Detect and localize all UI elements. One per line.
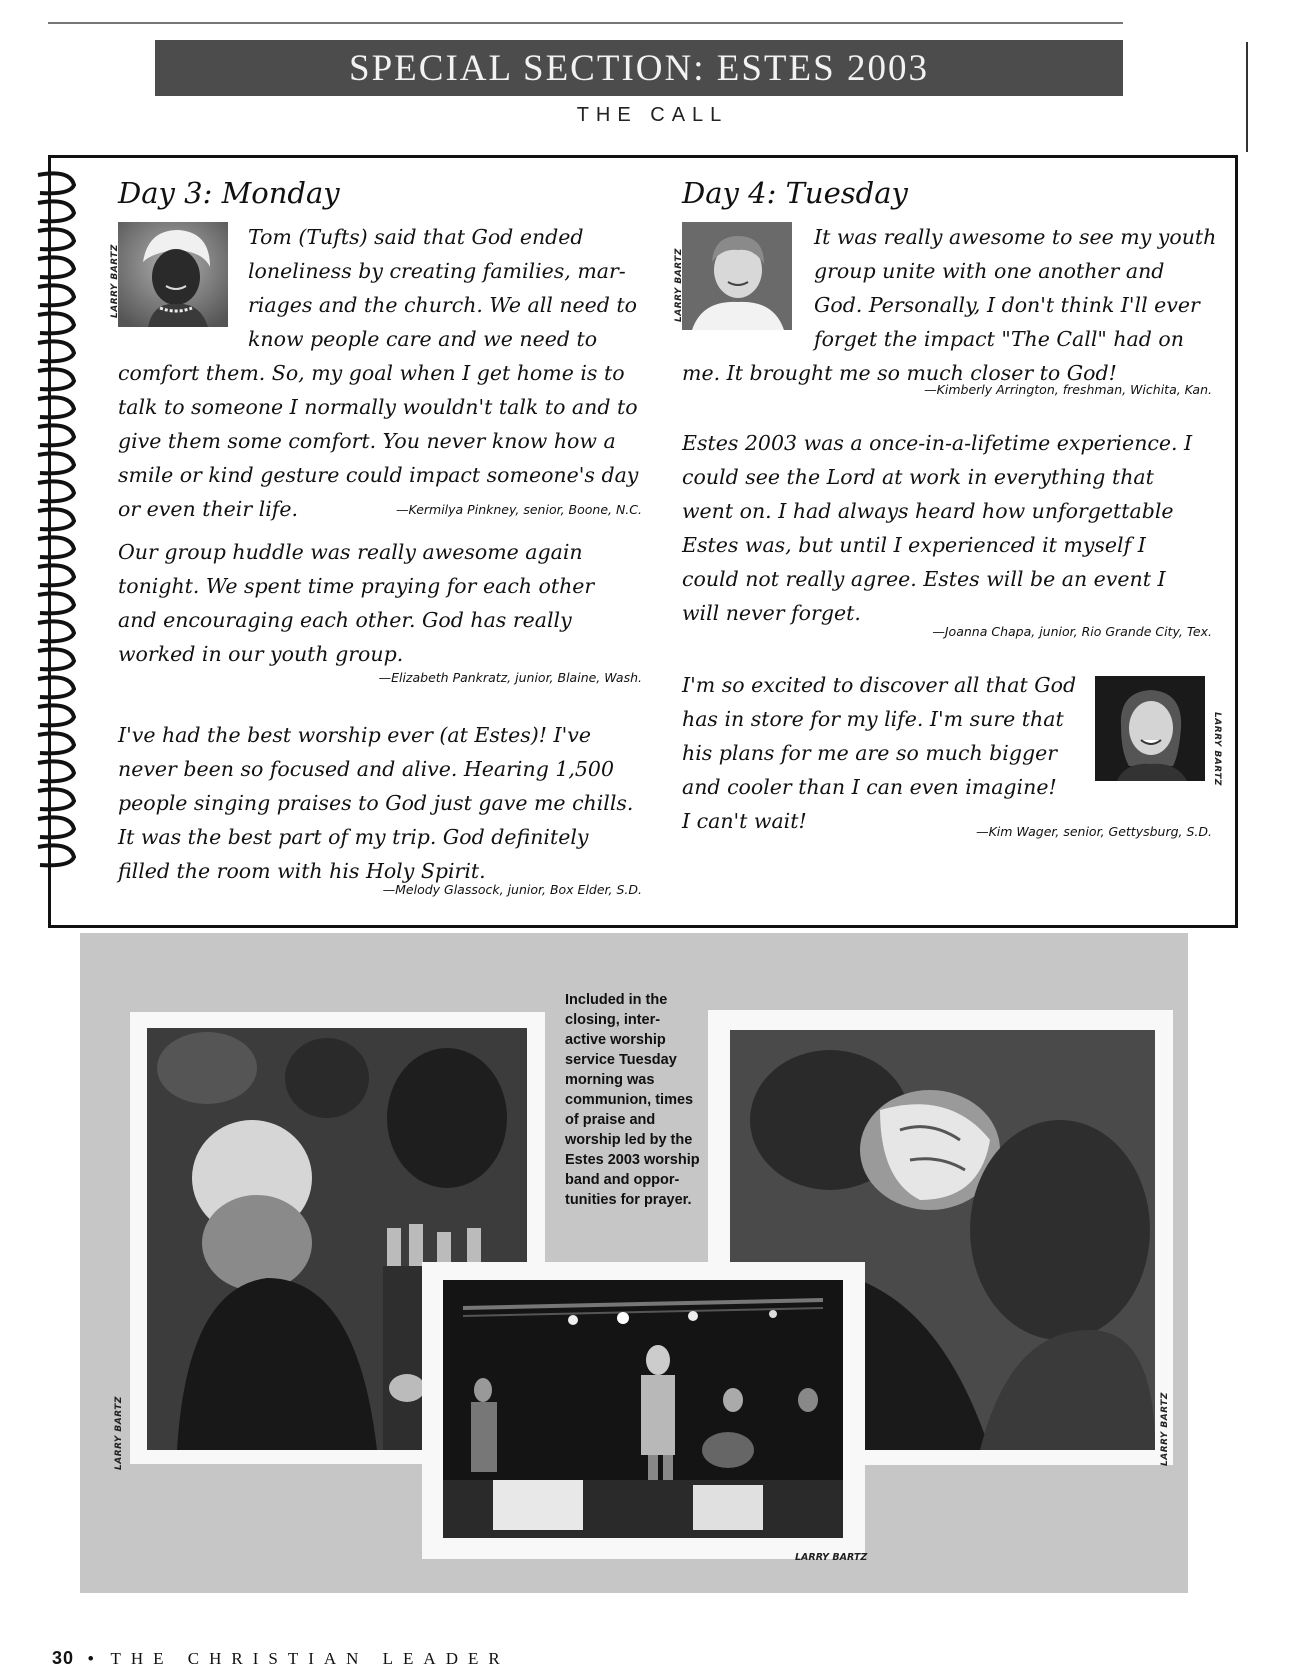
- day3-photo-credit: LARRY BARTZ: [110, 244, 120, 318]
- day4-attribution-1: —Kimberly Arrington, freshman, Wichita, Kan.: [924, 382, 1212, 397]
- day4-q1-line: me. It brought me so much closer to God!: [682, 361, 1117, 385]
- day4-q3-line: and cooler than I can even imagine!: [682, 775, 1057, 799]
- day4-q3-line: has in store for my life. I'm sure that: [682, 707, 1064, 731]
- day3-quote-3: [118, 718, 658, 888]
- day4-q2-line: went on. I had always heard how unforgettable: [682, 499, 1174, 523]
- day3-q3-line: people singing praises to God just gave me chills.: [118, 791, 634, 815]
- day3-q1-line: give them some comfort. You never know how a: [118, 429, 616, 453]
- day4-attribution-2: —Joanna Chapa, junior, Rio Grande City, Tex.: [932, 624, 1212, 639]
- footer-bullet: •: [87, 1649, 95, 1668]
- day3-q3-line: filled the room with his Holy Spirit.: [118, 859, 486, 883]
- day3-q2-line: tonight. We spent time praying for each other: [118, 574, 595, 598]
- day4-q3-line: his plans for me are so much bigger: [682, 741, 1058, 765]
- day4-quote-2: [682, 426, 1222, 630]
- day4-portrait-photo-2: [1095, 676, 1205, 781]
- day3-q1-line: riages and the church. We all need to: [248, 293, 638, 317]
- page-number: 30: [52, 1648, 75, 1668]
- day3-q1-line: loneliness by creating families, mar-: [248, 259, 626, 283]
- day3-q1-line: Tom (Tufts) said that God ended: [248, 225, 584, 249]
- day3-quote-2: [118, 535, 658, 671]
- photo-credit-left: LARRY BARTZ: [114, 1396, 124, 1470]
- right-rule: [1246, 42, 1248, 152]
- day4-title: Day 4: Tuesday: [682, 176, 908, 210]
- day3-attribution-1: —Kermilya Pinkney, senior, Boone, N.C.: [395, 502, 642, 517]
- day4-q2-line: will never forget.: [682, 601, 861, 625]
- section-subtitle: THE CALL: [576, 104, 729, 126]
- day3-q3-line: It was the best part of my trip. God definitely: [118, 825, 589, 849]
- worship-band-photo: [443, 1280, 843, 1538]
- day4-q3-line: I can't wait!: [682, 809, 807, 833]
- day4-q3-line: I'm so excited to discover all that God: [682, 673, 1077, 697]
- day4-q2-line: Estes was, but until I experienced it myself I: [682, 533, 1146, 557]
- magazine-name: THE CHRISTIAN LEADER: [110, 1649, 510, 1668]
- section-title: SPECIAL SECTION: ESTES 2003: [349, 47, 929, 89]
- day4-quote-3: [682, 668, 1102, 838]
- day3-q1-line: smile or kind gesture could impact someone's day: [118, 463, 639, 487]
- day4-photo-credit-2: LARRY BARTZ: [1212, 712, 1222, 786]
- day3-q1-line: comfort them. So, my goal when I get home is to: [118, 361, 625, 385]
- day3-q1-line: or even their life.: [118, 497, 299, 521]
- day3-q1-line: know people care and we need to: [248, 327, 598, 351]
- day3-title: Day 3: Monday: [118, 176, 340, 210]
- day4-q2-line: could see the Lord at work in everything that: [682, 465, 1154, 489]
- day3-q2-line: Our group huddle was really awesome again: [118, 540, 583, 564]
- spiral-binding-icon: [30, 165, 86, 905]
- section-header-band: [155, 40, 1123, 96]
- day3-q3-line: never been so focused and alive. Hearing 1,500: [118, 757, 615, 781]
- day3-q3-line: I've had the best worship ever (at Estes)! I've: [118, 723, 591, 747]
- day3-q2-line: worked in our youth group.: [118, 642, 404, 666]
- day3-attribution-2: —Elizabeth Pankratz, junior, Blaine, Wash.: [378, 670, 642, 685]
- day4-q1-line: God. Personally, I don't think I'll ever: [814, 293, 1200, 317]
- day3-attribution-3: —Melody Glassock, junior, Box Elder, S.D.: [382, 882, 642, 897]
- day3-q2-line: and encouraging each other. God has really: [118, 608, 572, 632]
- day4-q2-line: could not really agree. Estes will be an event I: [682, 567, 1166, 591]
- photo-caption: Included in the closing, inter- active worship service Tuesday morning was communion, times of praise and worship led by the Estes 2003 worship band and oppor- tunities for prayer.: [565, 992, 700, 1208]
- photo-credit-center: LARRY BARTZ: [795, 1552, 868, 1563]
- day4-photo-credit: LARRY BARTZ: [674, 248, 684, 322]
- page-footer: [52, 1648, 510, 1669]
- day3-q1-line: talk to someone I normally wouldn't talk to and to: [118, 395, 638, 419]
- day4-quote-1: [682, 220, 1217, 390]
- day4-attribution-3: —Kim Wager, senior, Gettysburg, S.D.: [976, 824, 1212, 839]
- day4-q1-line: forget the impact "The Call" had on: [814, 327, 1184, 351]
- photo-credit-right: LARRY BARTZ: [1160, 1392, 1170, 1466]
- day4-q2-line: Estes 2003 was a once-in-a-lifetime experience. I: [682, 431, 1193, 455]
- day4-q1-line: group unite with one another and: [814, 259, 1165, 283]
- day3-quote-1: [118, 220, 658, 526]
- top-rule: [48, 22, 1123, 24]
- day4-q1-line: It was really awesome to see my youth: [814, 225, 1217, 249]
